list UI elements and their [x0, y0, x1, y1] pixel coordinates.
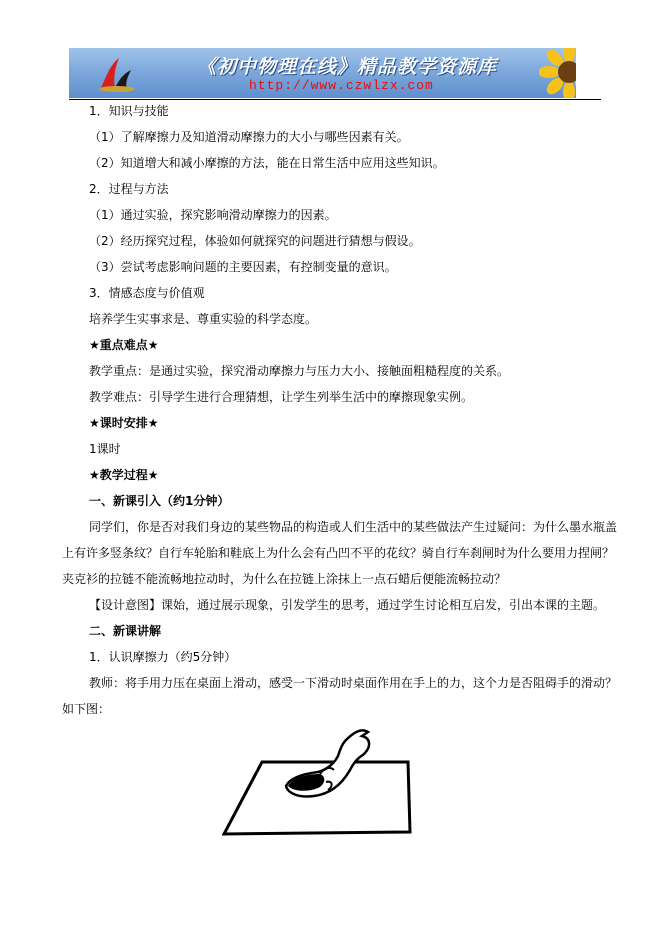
heading-attitude-values: 3．情感态度与价值观	[89, 286, 205, 300]
heading-new-lesson: 二、新课讲解	[89, 624, 162, 638]
section-process: ★教学过程★	[89, 468, 159, 482]
text-line: （2）经历探究过程，体验如何就探究的问题进行猜想与假设。	[89, 234, 421, 248]
header-banner	[69, 48, 576, 98]
text-line: （1）通过实验，探究影响滑动摩擦力的因素。	[89, 208, 337, 222]
text-line: （3）尝试考虑影响问题的主要因素，有控制变量的意识。	[89, 260, 397, 274]
text-line: 教学难点：引导学生进行合理猜想，让学生列举生活中的摩擦现象实例。	[89, 390, 474, 404]
header-title: 《初中物理在线》精品教学资源库	[197, 56, 498, 78]
text-line: 教学重点：是通过实验，探究滑动摩擦力与压力大小、接触面粗糙程度的关系。	[89, 364, 510, 378]
header-rule	[69, 99, 601, 100]
text-line: 培养学生实事求是、尊重实验的科学态度。	[89, 312, 318, 326]
heading-friction: 1．认识摩擦力（约5分钟）	[89, 650, 237, 664]
section-key-points: ★重点难点★	[89, 338, 159, 352]
text-line: 1课时	[89, 442, 121, 456]
text-line: （2）知道增大和减小摩擦的方法，能在日常生活中应用这些知识。	[89, 156, 445, 170]
sunflower-icon	[539, 48, 576, 98]
text-line: 上有许多竖条纹？自行车轮胎和鞋底上为什么会有凸凹不平的花纹？骑自行车刹闸时为什么要用力捏闸？	[62, 546, 615, 560]
text-line: 同学们，你是否对我们身边的某些物品的构造或人们生活中的某些做法产生过疑问：为什么墨水瓶盖	[89, 520, 618, 534]
heading-process-method: 2．过程与方法	[89, 182, 169, 196]
section-schedule: ★课时安排★	[89, 416, 159, 430]
text-line: 【设计意图】课始，通过展示现象，引发学生的思考，通过学生讨论相互启发，引出本课的主题。	[89, 598, 606, 612]
heading-knowledge-skills: 1．知识与技能	[89, 104, 169, 118]
text-line: 夹克衫的拉链不能流畅地拉动时，为什么在拉链上涂抹上一点石蜡后便能流畅拉动？	[62, 572, 507, 586]
text-line: 如下图：	[62, 702, 111, 716]
hand-on-table-illustration	[222, 728, 442, 844]
header-url[interactable]: http://www.czwlzx.com	[249, 78, 434, 93]
logo-icon	[97, 54, 137, 92]
text-line: 教师：将手用力压在桌面上滑动，感受一下滑动时桌面作用在手上的力，这个力是否阻碍手的滑动？	[89, 676, 618, 690]
heading-intro: 一、新课引入（约1分钟）	[89, 494, 230, 508]
text-line: （1）了解摩擦力及知道滑动摩擦力的大小与哪些因素有关。	[89, 130, 409, 144]
